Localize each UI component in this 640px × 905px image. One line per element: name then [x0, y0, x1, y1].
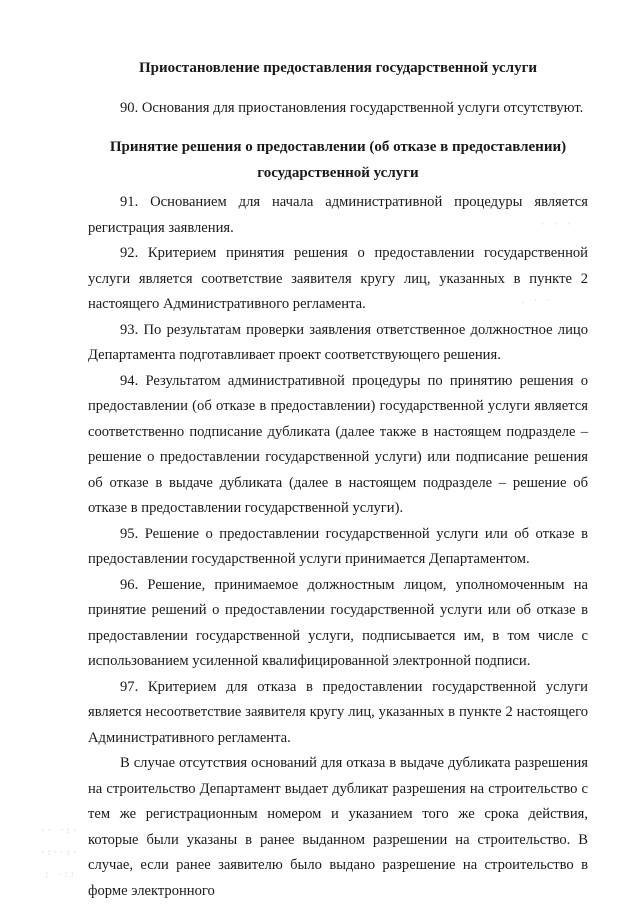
- document-page: [88, 56, 588, 904]
- paragraph-92: 92. Критерием принятия решения о предоставлении государственной услуги является соответствие заявителя кругу лиц, указанных в пункте 2 настоящего Административного регламента.: [88, 245, 588, 312]
- section-heading-decision: Принятие решения о предоставлении (об отказе в предоставлении) государственной услуги: [109, 139, 567, 181]
- scan-noise: . · ·: [520, 296, 553, 306]
- paragraph-95: 95. Решение о предоставлении государственной услуги или об отказе в предоставлении государственной услуги принимается Департаментом.: [88, 525, 588, 567]
- paragraph-93: 93. По результатам проверки заявления ответственное должностное лицо Департамента подготавливает проект соответствующего решения.: [88, 321, 588, 363]
- scan-noise: : ·::: [44, 870, 77, 880]
- scan-noise: ·:··:·: [40, 848, 79, 858]
- paragraph-90: 90. Основания для приостановления государственной услуги отсутствуют.: [120, 99, 584, 116]
- scan-noise: ·· ·:·: [40, 826, 79, 836]
- paragraph-final: В случае отсутствия оснований для отказа в выдаче дубликата разрешения на строительство Департамент выдает дубликат разрешения на строительство с тем же регистрационным номером и указанием того же срока действия, которые были указаны в ранее выданном разрешении на строительство. В случае, если ранее заявителю было выдано разрешение на строительство в форме электронного: [88, 755, 588, 899]
- paragraph-94: 94. Результатом административной процедуры по принятию решения о предоставлении (об отказе в предоставлении) государственной услуги является соответственно подписание дубликата (далее также в настоящем подразделе – решение о предоставлении государственной услуги) или подписание решения об отказе в выдаче дубликата (далее в настоящем подразделе – решение об отказе в предоставлении государственной услуги).: [88, 372, 588, 516]
- section-heading-suspension: Приостановление предоставления государственной услуги: [138, 60, 538, 76]
- paragraph-97: 97. Критерием для отказа в предоставлении государственной услуги является несоответствие заявителя кругу лиц, указанных в пункте 2 настоящего Административного регламента.: [88, 678, 588, 746]
- scan-noise: · · ·: [540, 220, 573, 230]
- paragraph-96: 96. Решение, принимаемое должностным лицом, уполномоченным на принятие решений о предоставлении государственной услуги или об отказе в предоставлении государственной услуги, подписывается им, в том числе с использованием усиленной квалифицированной электронной подписи.: [88, 576, 588, 669]
- paragraph-91: 91. Основанием для начала административной процедуры является регистрация заявления.: [88, 194, 588, 236]
